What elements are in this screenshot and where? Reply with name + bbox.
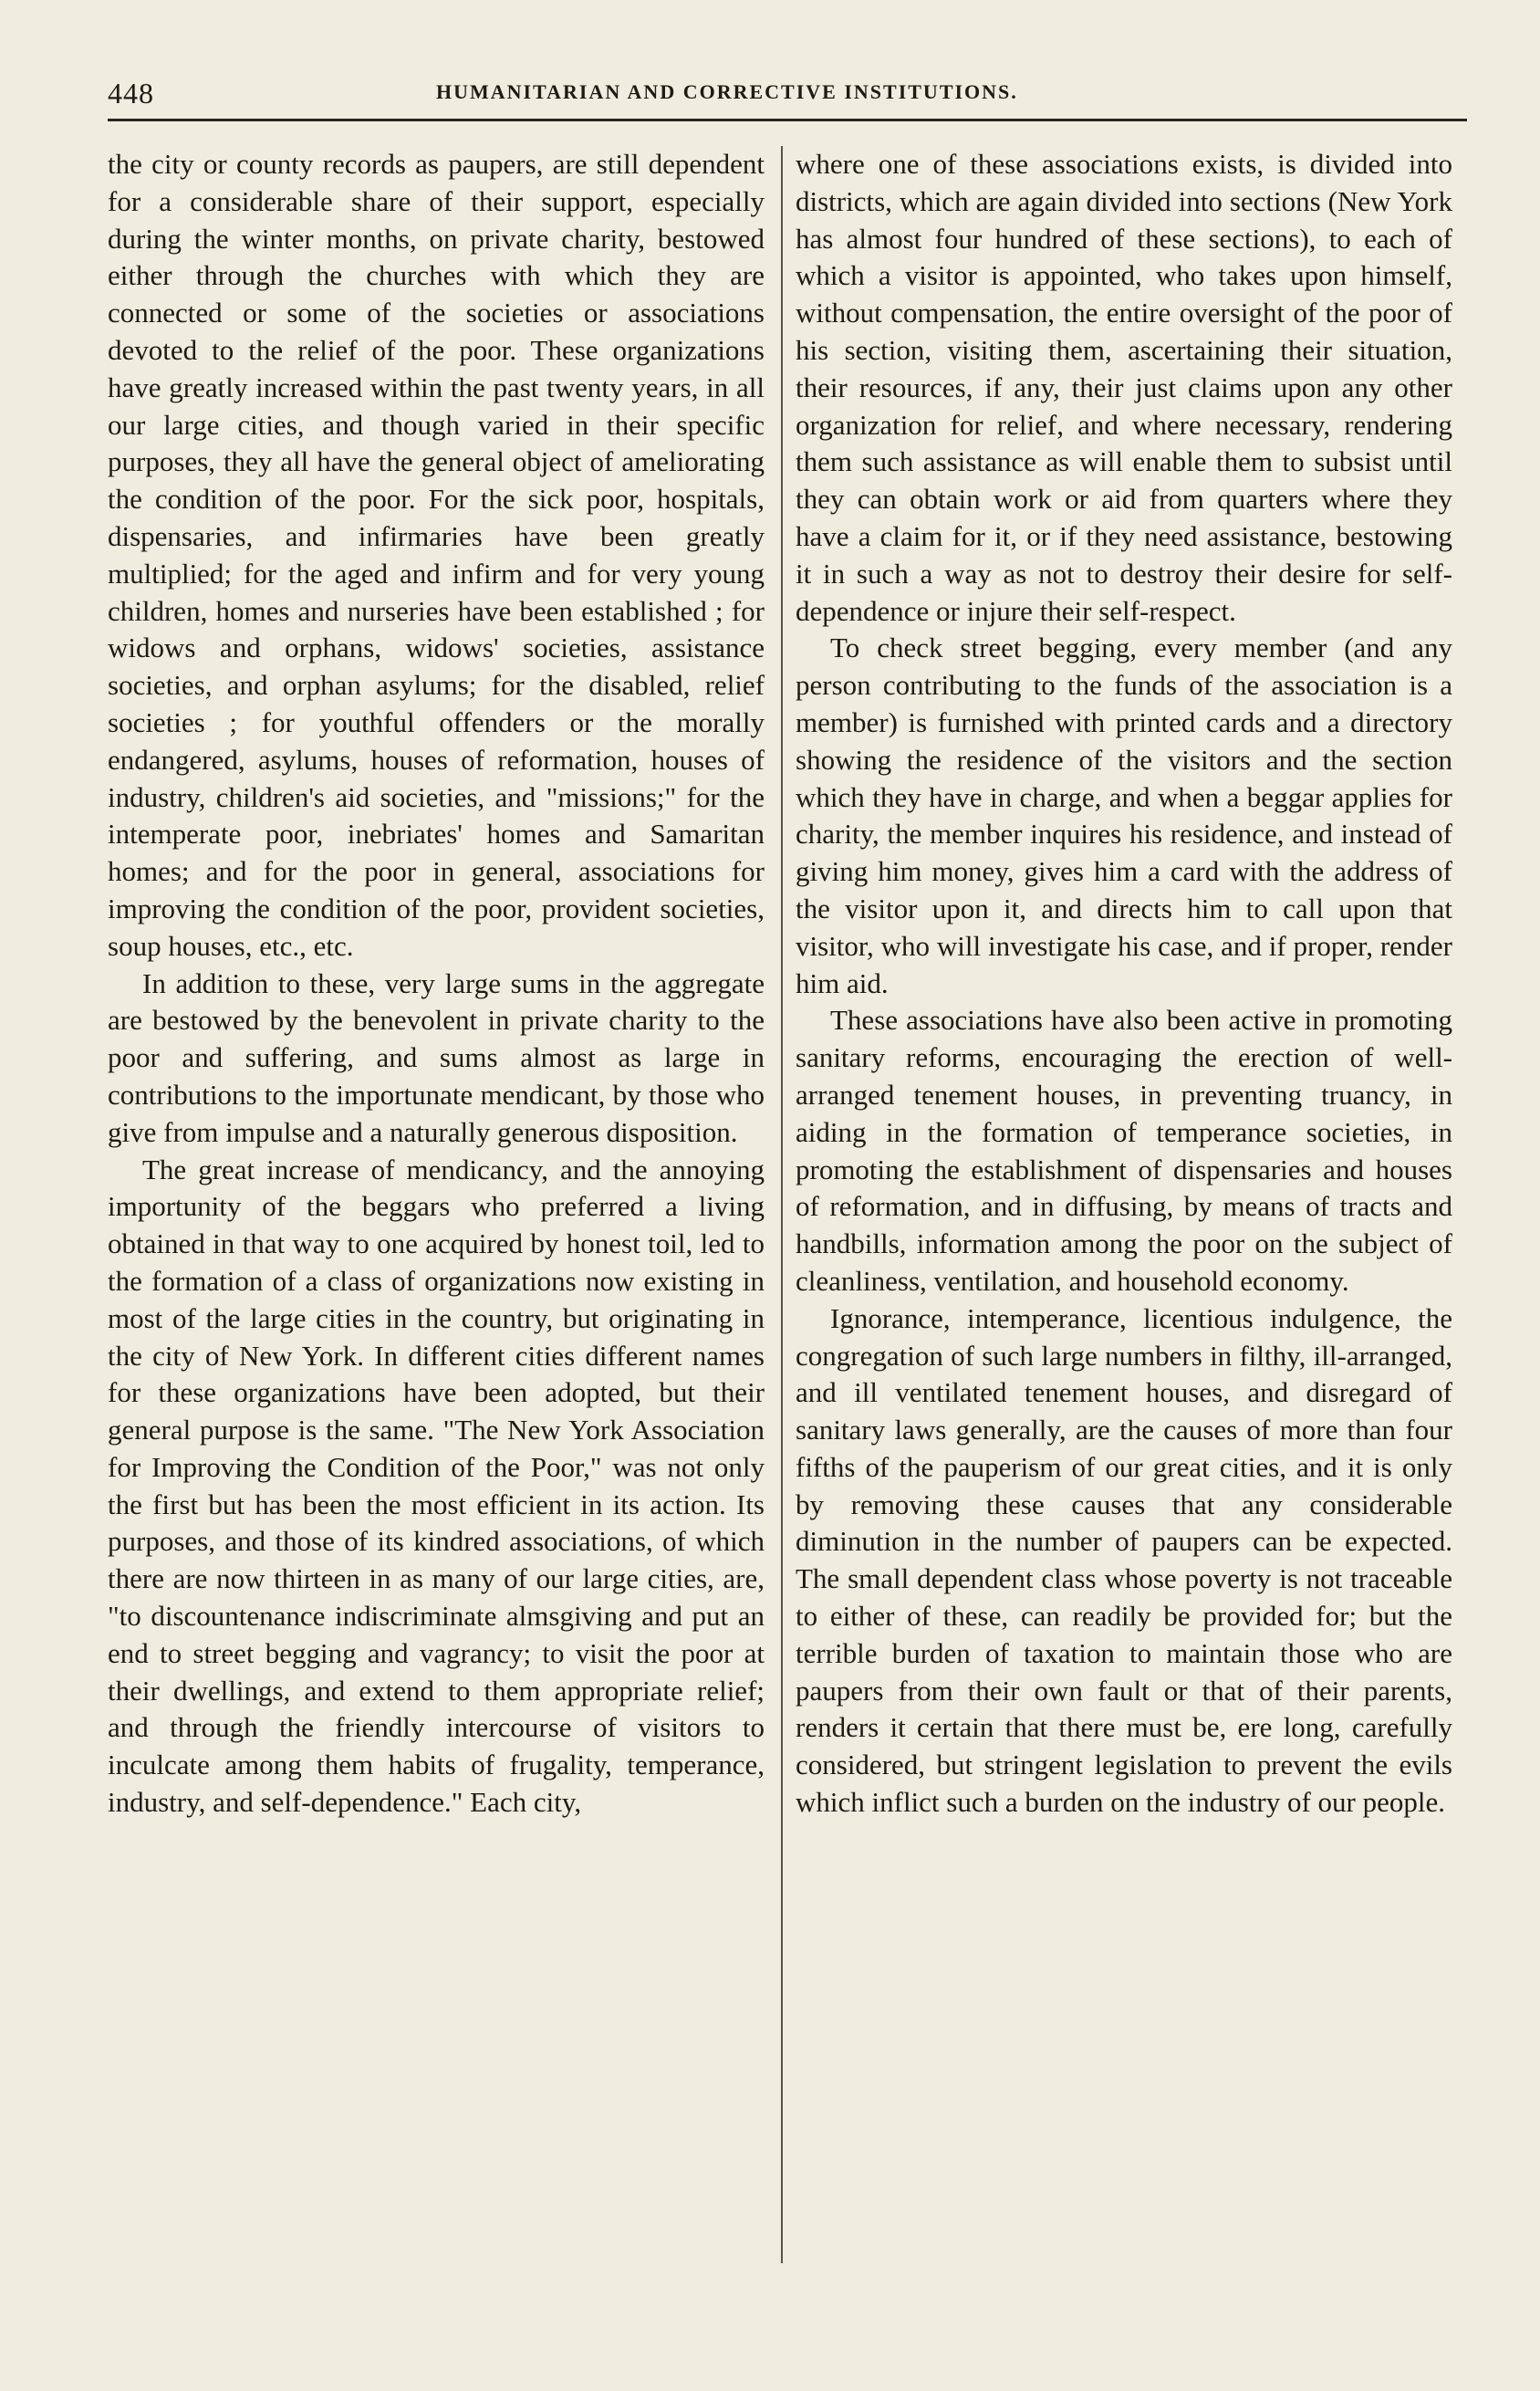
page-number: 448 [108,77,154,110]
paragraph: The great increase of mendicancy, and the annoying importunity of the beggars who preferred a living obtained in that way to one acquired by honest toil, led to the formation of a class of organizations now existing in most of the large cities in the country, but originating in the city of New York. In different cities different names for these organizations have been adopted, but their general purpose is the same. "The New York Association for Improving the Condition of the Poor," was not only the first but has been the most efficient in its action. Its purposes, and those of its kindred associations, of which there are now thirteen in as many of our large cities, are, "to discountenance indiscriminate almsgiving and put an end to street begging and vagrancy; to visit the poor at their dwellings, and extend to them appropriate relief; and through the friendly intercourse of visitors to inculcate among them habits of frugality, temperance, industry, and self-dependence." Each city, [108,1153,765,1819]
right-column [796,146,1452,1822]
paragraph: In addition to these, very large sums in the aggregate are bestowed by the benevolent in private charity to the poor and suffering, and sums almost as large in contributions to the importunate mendicant, by those who give from impulse and a naturally generous disposition. [108,966,765,1148]
paragraph: where one of these associations exists, is divided into districts, which are again divided into sections (New York has almost four hundred of these sections), to each of which a visitor is appointed, who takes upon himself, without compensation, the entire oversight of the poor of his section, visiting them, ascertaining their situation, their resources, if any, their just claims upon any other organization for relief, and where necessary, rendering them such assistance as will enable them to subsist until they can obtain work or aid from quarters where they have a claim for it, or if they need assistance, bestowing it in such a way as not to destroy their desire for self-dependence or injure their self-respect. [796,148,1452,627]
running-title: HUMANITARIAN AND CORRECTIVE INSTITUTIONS. [436,80,1018,103]
paragraph: the city or county records as paupers, are still dependent for a considerable share of their support, especially during the winter months, on private charity, bestowed either through the churches with which they are connected or some of the societies or associations devoted to the relief of the poor. These organizations have greatly increased within the past twenty years, in all our large cities, and though varied in their specific purposes, they all have the general object of ameliorating the condition of the poor. For the sick poor, hospitals, dispensaries, and infirmaries have been greatly multiplied; for the aged and infirm and for very young children, homes and nurseries have been established ; for widows and orphans, widows' societies, assistance societies, and orphan asylums; for the disabled, relief societies ; for youthful offenders or the morally endangered, asylums, houses of reformation, houses of industry, children's aid societies, and "missions;" for the intemperate poor, inebriates' homes and Samaritan homes; and for the poor in general, associations for improving the condition of the poor, provident societies, soup houses, etc., etc. [108,148,765,962]
paragraph: To check street begging, every member (and any person contributing to the funds of the association is a member) is furnished with printed cards and a directory showing the residence of the visitors and the section which they have in charge, and when a beggar applies for charity, the member inquires his residence, and instead of giving him money, gives him a card with the address of the visitor upon it, and directs him to call upon that visitor, who will investigate his case, and if proper, render him aid. [796,632,1452,999]
column-divider [781,146,783,2263]
left-column [108,146,765,1822]
paragraph: These associations have also been active in promoting sanitary reforms, encouraging the erection of well-arranged tenement houses, in preventing truancy, in aiding in the formation of temperance societies, in promoting the establishment of dispensaries and houses of reformation, and in diffusing, by means of tracts and handbills, information among the poor on the subject of cleanliness, ventilation, and household economy. [796,1004,1452,1297]
header-rule [108,119,1467,121]
paragraph: Ignorance, intemperance, licentious indulgence, the congregation of such large numbers in filthy, ill-arranged, and ill ventilated tenement houses, and disregard of sanitary laws generally, are the causes of more than four fifths of the pauperism of our great cities, and it is only by removing these causes that any considerable diminution in the number of paupers can be expected. The small dependent class whose poverty is not traceable to either of these, can readily be provided for; but the terrible burden of taxation to maintain those who are paupers from their own fault or that of their parents, renders it certain that there must be, ere long, carefully considered, but stringent legislation to prevent the evils which inflict such a burden on the industry of our people. [796,1301,1452,1819]
